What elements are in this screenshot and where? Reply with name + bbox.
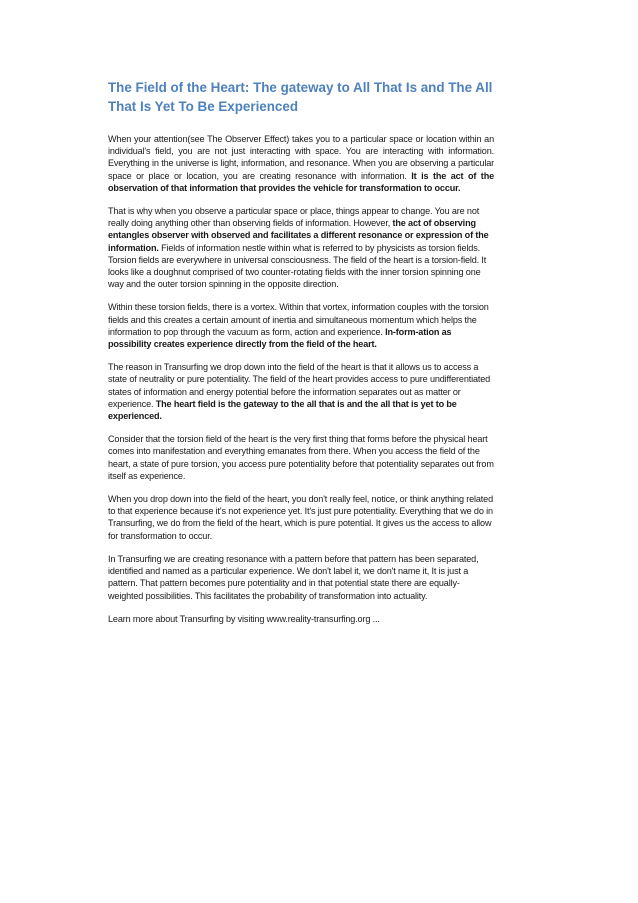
document-title: The Field of the Heart: The gateway to All That Is and The All That Is Yet To Be Experienced: [108, 80, 493, 114]
paragraph-2-bold: the act of observing entangles observer with observed and facilitates a different resonance or expression of the information.: [108, 218, 489, 253]
paragraph-4: [108, 361, 494, 422]
paragraph-7-text: In Transurfing we are creating resonance with a pattern before that pattern has been separated, identified and named as a particular experience. We don't label it, we don't name it, It is just a pattern. That pattern becomes pure potentiality and in that potential state there are equally-weighted possibilities. This facilitates the probability of transformation into actuality.: [108, 553, 479, 601]
paragraph-6: [108, 493, 494, 542]
document-page: [108, 78, 494, 636]
paragraph-1-text: When your attention(see The Observer Effect) takes you to a particular space or location within an individual's field, you are not just interacting with space. You are interacting with information. Everything in the universe is light, information, and resonance. When you are observing a particular space or place or location, you are creating resonance with information.: [108, 134, 494, 181]
paragraph-5: [108, 433, 494, 482]
learn-more-text: Learn more about Transurfing by visiting www.reality-transurfing.org ...: [108, 613, 380, 624]
paragraph-4-bold: The heart field is the gateway to the all that is and the all that is yet to be experienced.: [108, 398, 457, 422]
paragraph-7: [108, 553, 494, 602]
paragraph-learn-more: [108, 613, 494, 625]
paragraph-1-bold: It is the act of the observation of that information that provides the vehicle for transformation to occur.: [108, 170, 495, 193]
paragraph-2-after: Fields of information nestle within what is referred to by physicists as torsion fields. Torsion fields are everywhere in universal consciousness. The field of the heart is a torsion-field. It looks like a doughnut comprised of two counter-rotating fields with the inner torsion spinning one way and the outer torsion spinning in the opposite direction.: [108, 242, 487, 290]
paragraph-3: [108, 301, 494, 350]
paragraph-4-text: The reason in Transurfing we drop down into the field of the heart is that it allows us to access a state of neutrality or pure potentiality. The field of the heart provides access to pure undifferentiated states of information and energy potential before the information separates out as matter or experience.: [108, 362, 491, 409]
paragraph-1: [108, 133, 494, 194]
paragraph-5-text: Consider that the torsion field of the heart is the very first thing that forms before the physical heart comes into manifestation and everything emanates from there. When you access the field of the heart, a state of pure torsion, you access pure potentiality before that potentiality separates out from itself as experience.: [108, 434, 494, 481]
paragraph-3-bold: In-form-ation as possibility creates experience directly from the field of the heart.: [108, 326, 452, 350]
paragraph-6-text: When you drop down into the field of the heart, you don't really feel, notice, or think anything related to that experience because it's not experience yet. It's just pure potentiality. Everything that we do in Transurfing, we do from the field of the heart, which is pure potential. It gives us the access to allow for transformation to occur.: [108, 494, 493, 541]
paragraph-2-text: That is why when you observe a particular space or place, things appear to change. You are not really doing anything other than observing fields of information. However,: [108, 206, 480, 229]
paragraph-3-text: Within these torsion fields, there is a vortex. Within that vortex, information couples with the torsion fields and this creates a certain amount of inertia and simultaneous momentum which helps the information to pop through the vacuum as form, action and experience.: [108, 302, 489, 337]
paragraph-2: [108, 205, 494, 290]
